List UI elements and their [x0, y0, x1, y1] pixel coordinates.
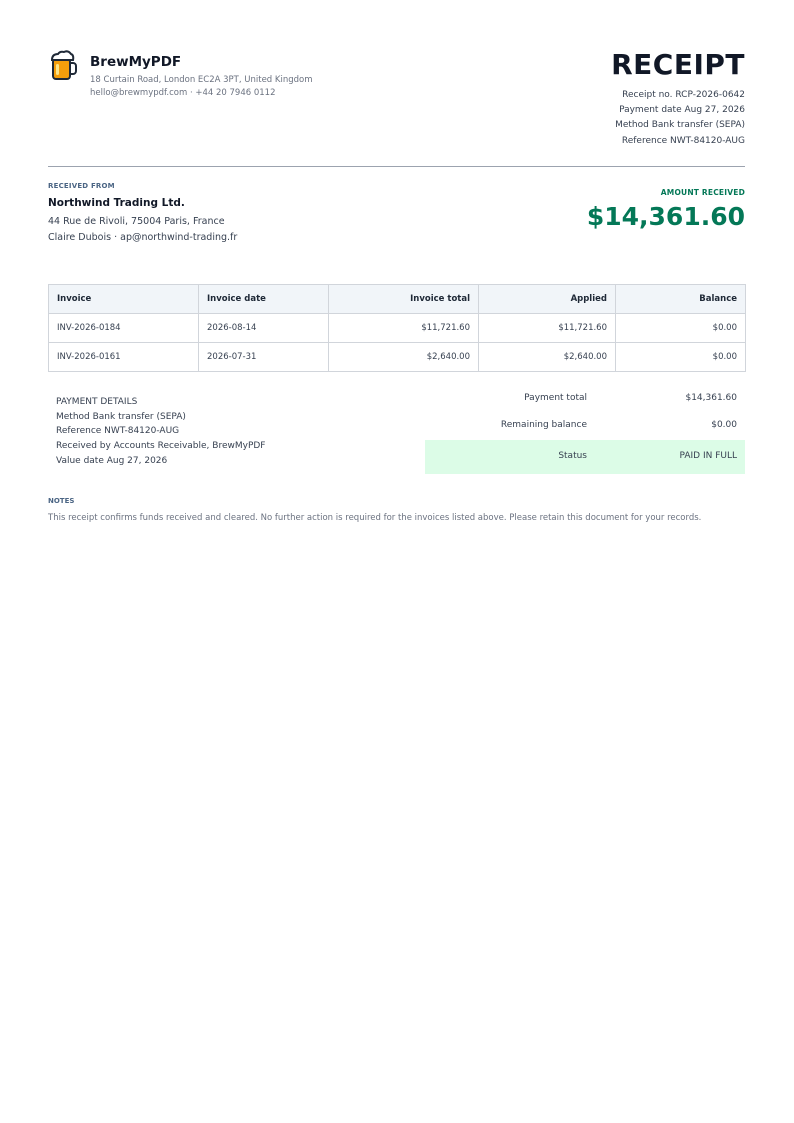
invoice-balance: $0.00 [616, 314, 746, 343]
status-badge: PAID IN FULL [679, 451, 737, 461]
payment-total-value: $14,361.60 [685, 393, 737, 403]
payment-method: Method Bank transfer (SEPA) [615, 120, 745, 130]
invoice-number: INV-2026-0161 [49, 343, 199, 372]
table-header-row [49, 285, 746, 314]
remaining-balance-value: $0.00 [711, 420, 737, 430]
header [48, 48, 745, 158]
column-header-balance: Balance [616, 285, 746, 314]
invoice-total: $11,721.60 [329, 314, 479, 343]
payment-summary [425, 386, 745, 474]
payer-name: Northwind Trading Ltd. [48, 197, 185, 209]
column-header-invoice-total: Invoice total [329, 285, 479, 314]
table-row [49, 314, 746, 343]
document-title: RECEIPT [611, 48, 745, 81]
column-header-applied: Applied [479, 285, 616, 314]
company-address: 18 Curtain Road, London EC2A 3PT, United Kingdom [90, 75, 313, 85]
company-name: BrewMyPDF [90, 54, 182, 70]
payment-total-row [425, 386, 745, 413]
notes-label: NOTES [48, 497, 75, 505]
notes-text: This receipt confirms funds received and cleared. No further action is required for the invoices listed above. Please retain this document for your records. [48, 513, 702, 523]
payment-total-label: Payment total [524, 393, 587, 403]
remaining-balance-label: Remaining balance [500, 420, 587, 430]
column-header-invoice: Invoice [49, 285, 199, 314]
status-row [425, 440, 745, 474]
payment-details [56, 395, 265, 469]
payment-details-received-by: Received by Accounts Receivable, BrewMyPDF [56, 441, 266, 452]
payment-details-reference: Reference NWT-84120-AUG [56, 426, 180, 437]
payer-address: 44 Rue de Rivoli, 75004 Paris, France [48, 216, 225, 227]
amount-received-value: $14,361.60 [586, 202, 745, 231]
column-header-invoice-date: Invoice date [199, 285, 329, 314]
remaining-balance-row [425, 413, 745, 440]
invoice-table [48, 284, 746, 372]
invoice-number: INV-2026-0184 [49, 314, 199, 343]
table-row [49, 343, 746, 372]
invoice-balance: $0.00 [616, 343, 746, 372]
divider [48, 166, 745, 167]
payment-details-method: Method Bank transfer (SEPA) [56, 411, 186, 422]
beer-mug-icon [50, 50, 78, 82]
received-from-label: RECEIVED FROM [48, 182, 115, 190]
payment-details-value-date: Value date Aug 27, 2026 [56, 455, 168, 466]
status-label: Status [558, 451, 587, 461]
invoice-applied: $2,640.00 [479, 343, 616, 372]
payer-contact: Claire Dubois · ap@northwind-trading.fr [48, 232, 238, 243]
invoice-date: 2026-08-14 [199, 314, 329, 343]
company-contact: hello@brewmypdf.com · +44 20 7946 0112 [90, 88, 276, 98]
receipt-number: Receipt no. RCP-2026-0642 [622, 90, 745, 100]
payment-date: Payment date Aug 27, 2026 [619, 105, 745, 115]
invoice-applied: $11,721.60 [479, 314, 616, 343]
invoice-total: $2,640.00 [329, 343, 479, 372]
invoice-date: 2026-07-31 [199, 343, 329, 372]
payment-details-title: PAYMENT DETAILS [56, 397, 138, 407]
amount-received-label: AMOUNT RECEIVED [660, 188, 745, 197]
payment-reference: Reference NWT-84120-AUG [621, 136, 745, 146]
